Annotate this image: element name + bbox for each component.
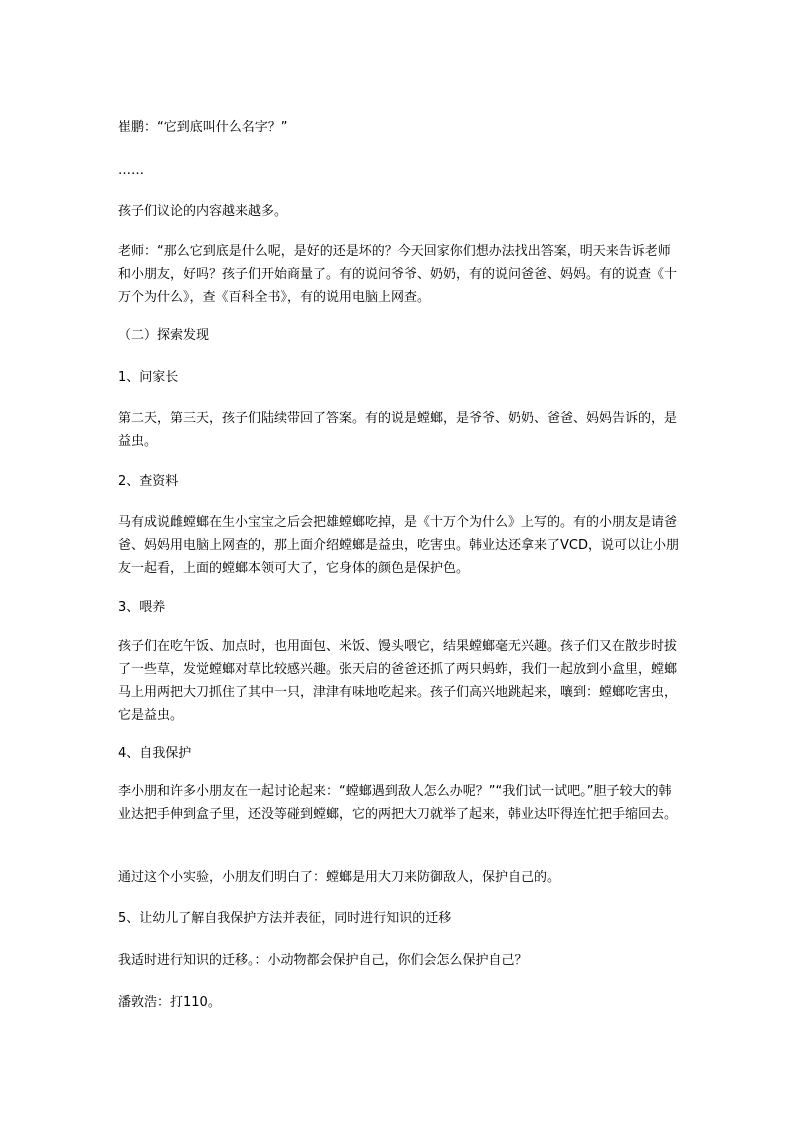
paragraph-teacher: 老师：“那么它到底是什么呢，是好的还是坏的？今天回家你们想办法找出答案，明天来告诉老师和小朋友，好吗？孩子们开始商量了。有的说问爷爷、奶奶，有的说问爸爸、妈妈。有的说查《十万个为什么》，查《百科全书》，有的说用电脑上网查。 [118,244,678,305]
paragraph-answers: 第二天，第三天，孩子们陆续带回了答案。有的说是螳螂，是爷爷、奶奶、爸爸、妈妈告诉的，是益虫。 [118,411,678,449]
subheading-research: 2、查资料 [118,474,179,489]
paragraph-feeding: 孩子们在吃午饭、加点时，也用面包、米饭、馒头喂它，结果螳螂毫无兴趣。孩子们又在散步时拔了一些草，发觉螳螂对草比较感兴趣。张天启的爸爸还抓了两只蚂蚱，我们一起放到小盒里，螳螂马上用两把大刀抓住了其中一只，津津有味地吃起来。孩子们高兴地跳起来，嚷到：螳螂吃害虫，它是益虫。 [118,639,678,723]
subheading-ask-parents: 1、问家长 [118,370,179,385]
subheading-self-protection: 4、自我保护 [118,746,192,761]
paragraph-ellipsis: …… [118,163,144,178]
paragraph-transfer-question: 我适时进行知识的迁移。：小动物都会保护自己，你们会怎么保护自己？ [118,953,528,968]
paragraph-experiment: 李小朋和许多小朋友在一起讨论起来：“螳螂遇到敌人怎么办呢？”“我们试一试吧。”胆子较大的韩业达把手伸到盒子里，还没等碰到螳螂，它的两把大刀就举了起来，韩业达吓得连忙把手缩回去。 [118,784,678,822]
paragraph-pan-answer: 潘敦浩：打110。 [118,995,221,1010]
subheading-feeding: 3、喂养 [118,600,166,615]
paragraph-conclusion: 通过这个小实验，小朋友们明白了：螳螂是用大刀来防御敌人，保护自己的。 [118,870,561,885]
paragraph-research: 马有成说雌螳螂在生小宝宝之后会把雄螳螂吃掉，是《十万个为什么》上写的。有的小朋友是请爸爸、妈妈用电脑上网查的，那上面介绍螳螂是益虫，吃害虫。韩业达还拿来了VCD，说可以让小朋友一起看，上面的螳螂本领可大了，它身体的颜色是保护色。 [118,515,679,576]
subheading-knowledge-transfer: 5、让幼儿了解自我保护方法并表征，同时进行知识的迁移 [118,911,452,926]
paragraph-cuipeng-question: 崔鹏：“它到底叫什么名字？” [118,120,288,135]
section-heading-explore: （二）探索发现 [118,328,210,343]
paragraph-discussion: 孩子们议论的内容越来越多。 [118,204,288,219]
